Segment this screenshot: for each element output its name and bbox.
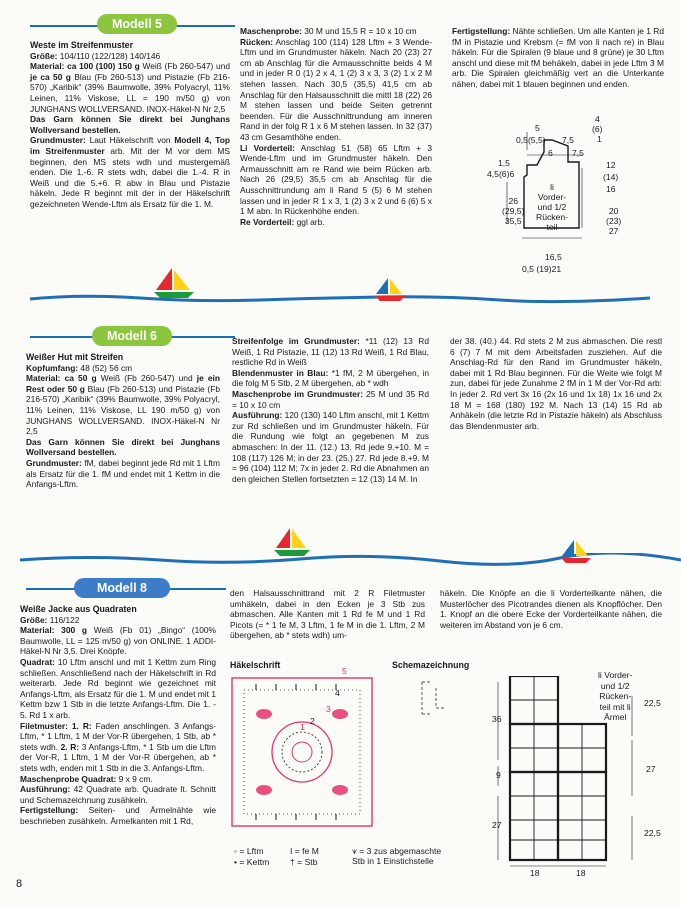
bold-lead: Grundmuster: (26, 457, 82, 468)
decor-wave-1 (0, 292, 681, 306)
schema-dim-right-3: 1 (597, 134, 602, 144)
schema-dim-left-1: 1,5 (498, 158, 510, 168)
paragraph-segment: Blendenmuster in Blau: *1 fM, 2 M übergehen, in die folg M 5 Stb, 2 M übergehen, ab * wdh (232, 367, 430, 389)
schema-dim-top-c: 7,5 (562, 135, 574, 145)
modell5-title: Weste im Streifenmuster (30, 40, 133, 50)
paragraph-segment: je ca 50 g Blau (Fb 260-513) und Pistazie (Fb 216-570) „Karibik“ (39% Baumwolle, 39% Polyacryl, 11% Leinen, 11% Viskose, LL = 190 m/50 g) von JUNGHANS WOLLVERSAND. INOX-Häkel-N Nr 2,5 (30, 71, 230, 114)
round-label-5: 5 (342, 666, 347, 676)
schema-dim-bottom: 16,5 (545, 252, 562, 262)
paragraph-segment: Grundmuster: fM, dabei beginnt jede Rd mit 1 Lftm als Ersatz für die 1. fM und endet mit 1 Kettm in die Anfangs-Lftm. (26, 457, 220, 490)
paragraph-segment: der 38. (40.) 44. Rd stets 2 M zus abmaschen. Die restl 6 (7) 7 M mit dem Arbeitsfaden zusziehen. Auf die Anschlag-Rd für den Rand im Grundmuster häkeln, dabei mit 1 Rd Blau beginnen. Für die Weite wie folgt M zun, dabei für jede Zunahme 2 fM in 1 M der Vor-Rd arb: In jeder 2. Rd vert 3x 16 (2x 16 und 1x 18) 1x 16 und 2x 18 M = 168 (180) 192 M. Nach 13 (14) 15 Rd (450, 336, 662, 410)
legend-kettm: • = Kettm (234, 857, 270, 867)
jacket-dim-bottom-18b: 18 (576, 868, 586, 878)
sailboat-icon (270, 526, 314, 560)
bold-lead: Maschenprobe Quadrat: (20, 773, 117, 784)
bold-lead: Material: ca 50 g (26, 373, 97, 384)
modell5-column-1 (30, 40, 230, 210)
bold-lead: je ca 50 g (30, 71, 71, 82)
paragraph-segment: Material: 300 g Weiß (Fb 01) „Bingo“ (100% Baumwolle, LL = 125 m/50 g) von ONLINE. 1 ADDI-Häkel-N Nr 3,5. Drei Knöpfe. (20, 625, 216, 657)
jacket-dim-225a: 22,5 (644, 698, 661, 708)
bold-lead: Größe: (30, 50, 58, 61)
paragraph-segment: Material: ca 100 (100) 150 g Weiß (Fb 260-547) und (30, 61, 230, 72)
legend-cluster: ⩛ = 3 zus abgemaschte Stb in 1 Einstichstelle (352, 846, 442, 866)
badge-modell8: Modell 8 (74, 578, 170, 598)
schema-dim-top-left: 5 (535, 123, 540, 133)
bold-lead: Das Garn können Sie direkt bei Junghans Wollversand bestellen. (30, 114, 230, 135)
sailboat-icon (372, 276, 408, 304)
schemazeichnung-label: Schemazeichnung (392, 660, 470, 670)
paragraph-segment: Re Vorderteil: ggl arb. (240, 216, 325, 227)
schema-dim-top-d: 7,5 (572, 148, 584, 158)
schema-dim-left-height: 26 (29,5) 35,5 (502, 196, 525, 226)
bold-lead: Ausführung: (232, 410, 283, 421)
legend-stb: † = Stb (290, 857, 318, 867)
bold-lead: Streifenfolge im Grundmuster: (232, 336, 360, 346)
paragraph-segment: ab Anhäkeln (die letzte Rd in Pistazie häkeln) als Abschluss das Blendenmuster arb. (450, 399, 662, 431)
sailboat-icon (150, 266, 198, 302)
round-label-1: 1 (300, 722, 305, 732)
schema-dim-right-2: (6) (592, 124, 603, 134)
modell6-column-3 (450, 336, 662, 431)
schema-dim-mid-right: 12 (606, 160, 616, 170)
modell8-column-1 (20, 604, 216, 826)
modell8-column-3 (440, 588, 662, 630)
modell5-text-1 (30, 51, 230, 210)
modell8-text-3 (440, 588, 662, 630)
paragraph-segment: Maschenprobe: 30 M und 15,5 R = 10 x 10 cm (240, 26, 417, 36)
modell8-title: Weiße Jacke aus Quadraten (20, 604, 137, 614)
paragraph-segment: Grundmuster: Laut Häkelschrift von (30, 135, 175, 146)
paragraph-segment (26, 437, 220, 458)
bold-lead: je ein Rest oder 50 g (26, 373, 220, 394)
badge-modell5: Modell 5 (97, 14, 177, 34)
modell5-text-2 (240, 26, 432, 227)
schema-label-vest: li Vorder- und 1/2 Rücken- teil (536, 182, 568, 232)
modell8-column-2 (230, 588, 425, 641)
bold-lead: Kopfumfang: (26, 362, 79, 373)
bold-lead: Maschenprobe im Grundmuster: (232, 388, 363, 399)
bold-lead: Li Vorderteil: (240, 142, 295, 153)
paragraph-segment: Filetmuster: 1. R: Faden anschlingen. 3 Anfangs-Lftm, * 1 Lftm, 1 M der Vor-R übergehen, 1 Stb, ab * stets wdh. (20, 720, 216, 752)
modell6-text-2 (232, 336, 429, 484)
schema-dim-top-mid: 0,5(5,5) (516, 135, 546, 145)
bold-lead: Ausführung: (20, 784, 71, 795)
modell6-title: Weißer Hut mit Streifen (26, 352, 124, 362)
bold-lead: Das Garn können Sie direkt bei Junghans Wollversand bestellen. (26, 436, 220, 458)
paragraph-segment: Rücken: Anschlag 100 (114) 128 Lftm + 3 Wende-Lftm und im Grundmuster häkeln. Nach 20 (23) 27 cm ab Anschlag für die Armausschnitte beids 4 M und in jeder R 0 (1) 2 x 4, 1 (2) 3 x 3, 3 (2) 1 x 2 M stehen lassen. Nach 30,5 (35,5) 41,5 cm ab Anschlag für den Halsausschnitt die mittl 18 (22) 26 M stehen lassen und beide Seiten getrennt beenden. Für die Ausschnittrundung am inneren Rand in der folg R 1 x 6 M stehen lassen. In 32 (37) 43 cm Gesamthöhe enden. (240, 36, 432, 142)
paragraph-segment: Quadrat: 10 Lftm anschl und mit 1 Kettm zum Ring schließen. Anschließend nach der Häkelschrift in Rd weiterarb. Jede Rd beginnt wie gezeichnet mit Anfangs-Lftm, als Ersatz für die 1. M und endet mit 1 Kettm bzw 1 Stb in die letzte Anfangs-Lftm. Die 1. - 5. Rd 1 x arb. (20, 656, 216, 720)
badge-modell6: Modell 6 (92, 326, 172, 346)
bold-lead: Größe: (20, 614, 48, 625)
modell6-text-1 (26, 363, 220, 490)
sailboat-icon (558, 538, 594, 566)
paragraph-segment: 2. R: 3 Anfangs-Lftm, * 1 Stb um die Lftm der Vor-R, 1 Lftm, 1 M der Vor-R übergehen, ab * stets wdh, enden mit 1 Stb in die 3. Anfangs-Lftm. (20, 741, 217, 773)
bold-lead: 2. R: (60, 741, 80, 752)
paragraph-segment: Li Vorderteil: Anschlag 51 (58) 65 Lftm + 3 Wende-Lftm und im Grundmuster häkeln. Den Armausschnitt am re Rand wie beim Rücken arb. Nach 26 (29,5) 35,5 cm ab Anschlag für die Ausschnittrundung am li Rand 5 (5) 6 M stehen lassen und in jeder R 1 x 3, 1 (2) 3 x 2 und 6 (6) 5 x 1 M abn. In Rückenhöhe enden. (240, 142, 433, 217)
modell6-text-3 (450, 336, 662, 431)
schema-dim-mid-r3: 16 (606, 184, 616, 194)
jacket-dim-225b: 22,5 (644, 828, 661, 838)
modell8-text-2 (230, 588, 425, 641)
bold-lead: Fertigstellung: (20, 805, 79, 816)
bold-lead: Material: ca 100 (100) 150 g (30, 61, 140, 72)
jacket-dim-bottom-18a: 18 (530, 868, 540, 878)
bold-lead: Rücken: (240, 36, 274, 47)
jacket-dim-9: 9 (496, 770, 501, 780)
paragraph-segment: den Halsausschnittrand mit 2 R Filetmuster umhäkeln, dabei in den Ecken je 3 Stb zus abmaschen. Alle Kanten mit 1 Rd fe M und 1 Rd Picots (= * 1 fe M, 3 Lftm, 1 fe M in die 1. Lftm, 2 M übergehen, ab * stets wdh) um- (230, 588, 425, 641)
modell5-column-3 (452, 26, 664, 90)
paragraph-segment: je ein Rest oder 50 g Blau (Fb 260-513) und Pistazie (Fb 216-570) „Karibik“ (39% Baumwolle, 39% Polyacryl, 11% Leinen, 11% Viskose, LL 190 m/50 g) von JUNGHANS WOLLVERSAND. INOX-Häkel-N Nr 2,5 (26, 373, 220, 437)
round-label-3: 3 (326, 704, 331, 714)
haekelschrift-label: Häkelschrift (230, 660, 281, 670)
paragraph-segment: Ausführung: 120 (130) 140 Lftm anschl, mit 1 Kettm zur Rd schließen und im Grundmuster häkeln. Für die Rundung wie folgt an gegebenen M zus abmaschen: In der 11. (12.) 13. Rd jede 9.+10. M = 108 (117) 126 M; in der 23. (25.) 27. Rd jede 8.+9. M = 96 (104) 112 M; 7x in jeder 2. Rd die Abnahmen an den gleichen Stellen fortsetzten = 12 (13) 14 M. In (232, 410, 429, 484)
paragraph-segment (30, 114, 230, 135)
schema-dim-right-height: 20 (23) 27 (606, 206, 622, 236)
schema-dim-bottom-a: 0,5 (19)21 (522, 264, 562, 274)
paragraph-segment: Größe: 116/122 (20, 614, 80, 625)
paragraph-segment: Modell 4, Top im Streifenmuster arb. Mit der M vor dem MS beginnen, den MS stets wdh und mustergemäß enden. Die 1.-6. R stets wdh, dabei die 1.-4. R in Weiß und die 5.+6. R abw in Blau und Pistazie häkeln. Jede R beginnt mit der in der Häkelschrift gezeichneten Wende-Lftm als Ersatz für die 1. M. (30, 135, 230, 209)
bold-lead: Fertigstellung: (452, 26, 511, 36)
legend-lftm: ◦ = Lftm (234, 846, 264, 856)
round-label-2: 2 (310, 716, 315, 726)
paragraph-segment: Größe: 104/110 (122/128) 140/146 (30, 50, 161, 61)
paragraph-segment: Maschenprobe im Grundmuster: 25 M und 35 Rd = 10 x 10 cm (232, 388, 429, 410)
bold-lead: Re Vorderteil: (240, 216, 295, 227)
bold-lead: Modell 4, Top im Streifenmuster (30, 135, 230, 156)
jacket-dim-27b: 27 (646, 764, 656, 774)
schema-dim-left-2: 4,5(6)6 (487, 169, 515, 179)
paragraph-segment: Maschenprobe Quadrat: 9 x 9 cm. (20, 773, 153, 784)
legend-fem: I = fe M (290, 846, 319, 856)
paragraph-segment: Streifenfolge im Grundmuster: *11 (12) 13 Rd Weiß, 1 Rd Pistazie, 11 (12) 13 Rd Weiß, 1 Rd Blau, restliche Rd in Weiß (232, 336, 429, 368)
jacket-dim-27: 27 (492, 820, 502, 830)
schema-dim-top-b: 6 (548, 148, 553, 158)
crochet-chart-diagram (226, 668, 386, 836)
modell8-text-1 (20, 615, 216, 827)
paragraph-segment: Fertigstellung: Nähte schließen. Um alle Kanten je 1 Rd fM in Pistazie und Krebsm (= fM von li nach re) in Blau häkeln. Für die Spiralen (9 blaue und 8 grüne) je 30 Lftm anschl und diese mit fM behäkeln, dabei in jede Lftm 3 M arb. Die Spiralen gleichmäßig vert an die Unterkante nähen, dabei mit 1 blauen beginnen und enden. (452, 26, 664, 89)
modell6-column-2 (232, 336, 429, 484)
paragraph-segment: Fertigstellung: Seiten- und Ärmelnähte wie beschrieben zusähkeln. Ärmelkanten mit 1 Rd, (20, 805, 216, 826)
modell6-column-1 (26, 352, 220, 490)
bold-lead: Quadrat: (20, 656, 55, 667)
paragraph-segment: Ausführung: 42 Quadrate arb. Quadrate lt. Schnitt und Schemazeichnung zusähkeln. (20, 784, 216, 805)
schema-dim-right-top: 4 (595, 114, 600, 124)
page-number: 8 (16, 878, 23, 890)
bold-lead: Blendenmuster in Blau: (232, 367, 329, 378)
schema-dim-mid-r2: (14) (603, 172, 619, 182)
round-label-4: 4 (335, 688, 340, 698)
bold-lead: Grundmuster: (30, 135, 86, 146)
paragraph-segment: häkeln. Die Knöpfe an die li Vorderteilkante nähen, die Musterlöcher des Picotrandes dienen als Knopflöcher. Den 1. Knopf an die obere Ecke der Vorderteilkante nähen, die weiteren im Abstand von je 6 cm. (440, 588, 662, 630)
paragraph-segment: Material: ca 50 g Weiß (Fb 260-547) und (26, 373, 197, 384)
jacket-schema-label: li Vorder- und 1/2 Rücken- teil mit li Ärmel (598, 670, 633, 722)
bold-lead: Filetmuster: 1. R: (20, 720, 92, 731)
bold-lead: Material: 300 g (20, 625, 88, 636)
modell5-text-3 (452, 26, 664, 90)
modell5-column-2 (240, 26, 432, 227)
bold-lead: Maschenprobe: (240, 26, 302, 36)
jacket-dim-36: 36 (492, 714, 502, 724)
paragraph-segment: Kopfumfang: 48 (52) 56 cm (26, 362, 133, 373)
